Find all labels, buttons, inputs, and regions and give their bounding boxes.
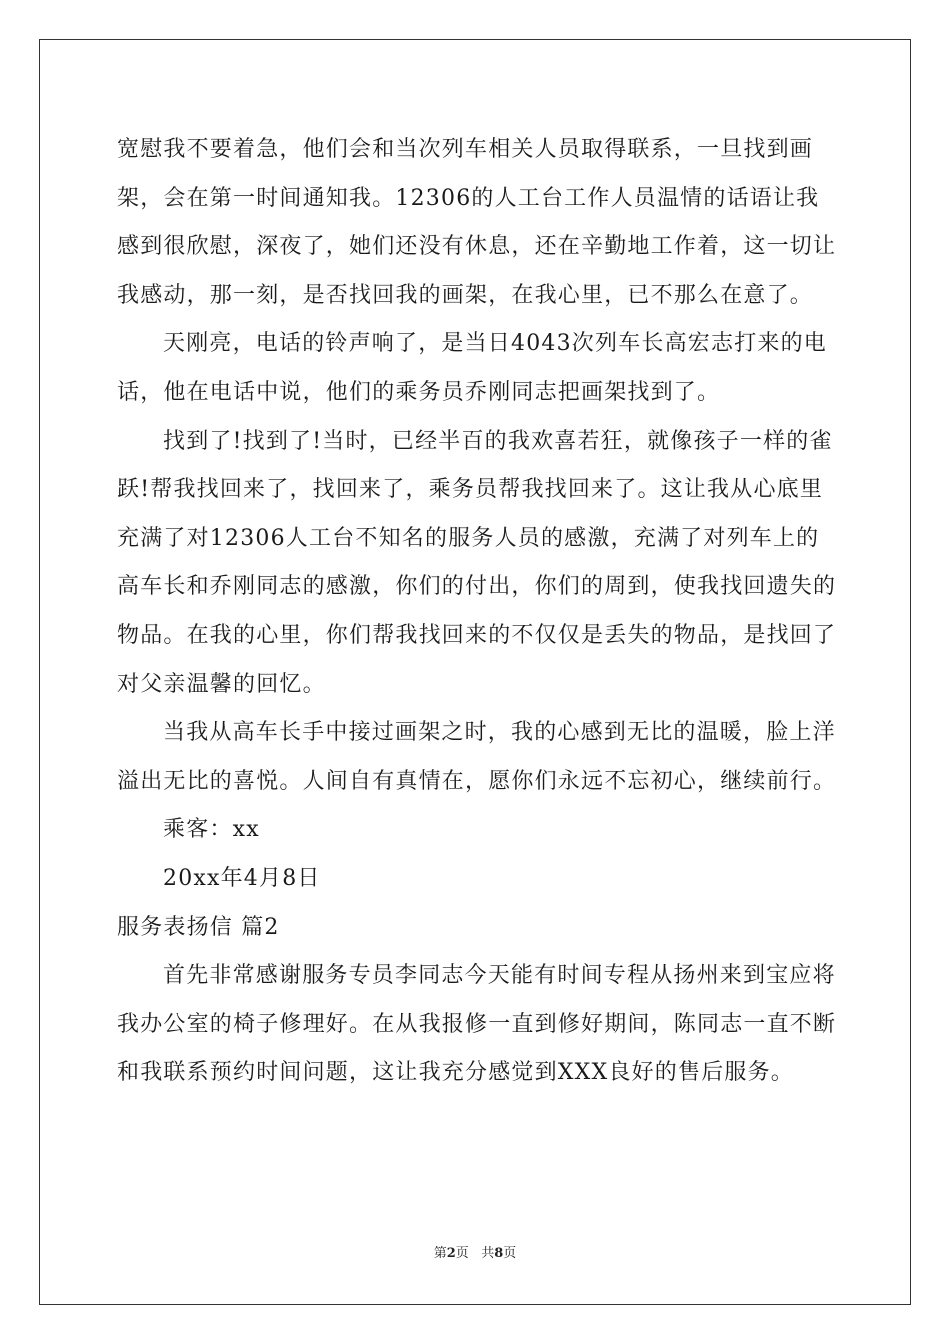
footer-prefix: 第	[433, 1246, 447, 1261]
footer-page-unit: 页	[455, 1246, 469, 1261]
footer-total-unit: 页	[503, 1246, 517, 1261]
page-footer	[0, 1242, 950, 1261]
section-heading: 服务表扬信 篇2	[117, 914, 280, 940]
paragraph-2: 天刚亮，电话的铃声响了，是当日4043次列车长高宏志打来的电话，他在电话中说，他们的乘务员乔刚同志把画架找到了。	[117, 331, 827, 405]
paragraph-1: 宽慰我不要着急，他们会和当次列车相关人员取得联系，一旦找到画架，会在第一时间通知我。12306的人工台工作人员温情的话语让我感到很欣慰，深夜了，她们还没有休息，还在辛勤地工作着，这一切让我感动，那一刻，是否找回我的画架，在我心里，已不那么在意了。	[117, 137, 837, 308]
date-line: 20xx年4月8日	[163, 865, 321, 891]
signature-line: 乘客：xx	[163, 817, 260, 843]
paragraph-3: 找到了!找到了!当时，已经半百的我欢喜若狂，就像孩子一样的雀跃!帮我找回来了，找回来了，乘务员帮我找回来了。这让我从心底里充满了对12306人工台不知名的服务人员的感激，充满了对列车上的高车长和乔刚同志的感激，你们的付出，你们的周到，使我找回遗失的物品。在我的心里，你们帮我找回来的不仅仅是丢失的物品，是找回了对父亲温馨的回忆。	[117, 428, 837, 697]
document-body	[117, 126, 837, 1098]
paragraph-5: 首先非常感谢服务专员李同志今天能有时间专程从扬州来到宝应将我办公室的椅子修理好。在从我报修一直到修好期间，陈同志一直不断和我联系预约时间问题，这让我充分感觉到XXX良好的售后服务。	[117, 963, 837, 1086]
footer-total-prefix: 共	[481, 1246, 495, 1261]
footer-total-pages: 8	[494, 1246, 504, 1261]
paragraph-4: 当我从高车长手中接过画架之时，我的心感到无比的温暖，脸上洋溢出无比的喜悦。人间自有真情在，愿你们永远不忘初心，继续前行。	[117, 720, 837, 794]
footer-page-number: 2	[446, 1246, 456, 1261]
